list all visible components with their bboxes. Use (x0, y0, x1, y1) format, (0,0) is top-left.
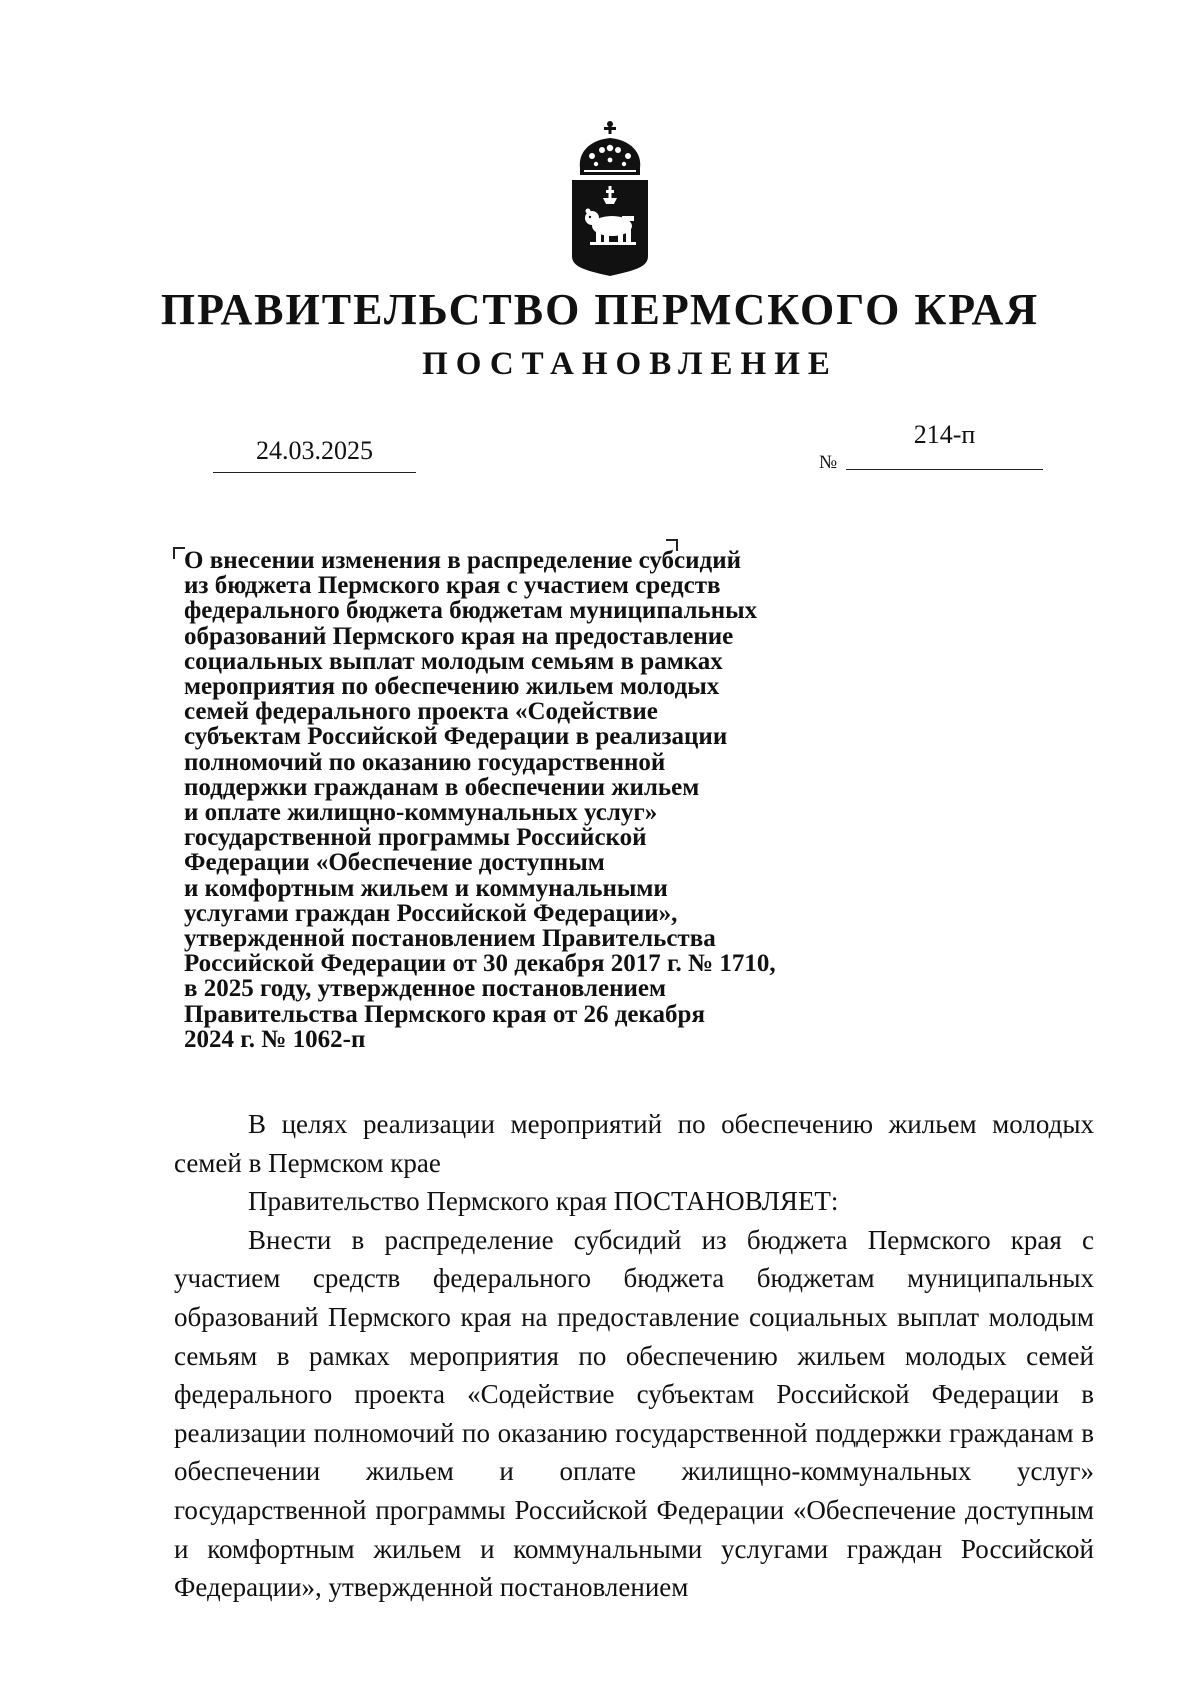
subject-line: утвержденной постановлением Правительства (184, 925, 716, 953)
subject-line: и оплате жилищно-коммунальных услуг» (184, 799, 658, 827)
subject-line: Российской Федерации от 30 декабря 2017 г. № 1710, (184, 950, 776, 978)
subject-line: семей федерального проекта «Содействие (184, 698, 658, 726)
subject-line: социальных выплат молодым семьям в рамках (184, 647, 723, 675)
subject-line: услугами граждан Российской Федерации», (184, 899, 678, 927)
subject-line: О внесении изменения в распределение субсидий (184, 547, 742, 574)
government-title: ПРАВИТЕЛЬСТВО ПЕРМСКОГО КРАЯ (160, 285, 1040, 334)
document-date: 24.03.2025 (256, 436, 373, 465)
subject-line: государственной программы Российской (184, 824, 647, 852)
subject-line: и комфортным жильем и коммунальными (184, 874, 668, 902)
document-subject (184, 548, 904, 1052)
body-paragraph-purpose: В целях реализации мероприятий по обеспечению жильем молодых семей в Пермском крае (174, 1109, 1094, 1178)
subject-line: из бюджета Пермского края с участием средств (184, 572, 721, 600)
subject-line: Правительства Пермского края от 26 декабря (184, 1000, 705, 1028)
subject-line: полномочий по оказанию государственной (184, 748, 666, 776)
subject-line: мероприятия по обеспечению жильем молодых (184, 673, 720, 701)
subject-line: в 2025 году, утвержденное постановлением (184, 975, 667, 1003)
number-field (846, 420, 1043, 470)
document-body (174, 1105, 1094, 1607)
number-sign: № (819, 452, 838, 473)
subject-line: субъектам Российской Федерации в реализации (184, 723, 728, 751)
document-type: ПОСТАНОВЛЕНИЕ (422, 346, 838, 382)
subject-line: 2024 г. № 1062-п (184, 1025, 366, 1053)
subject-line: федерального бюджета бюджетам муниципальных (184, 597, 758, 625)
subject-line: образований Пермского края на предоставление (184, 622, 734, 650)
body-paragraph-amendment: Внести в распределение субсидий из бюджета Пермского края с участием средств федерального бюджета бюджетам муниципальных образований Пермского края на предоставление социальных выплат молодым семьям в рамках мероприятия по обеспечению жильем молодых семей федерального проекта «Содействие субъектам Российской Федерации в реализации полномочий по оказанию государственной поддержки гражданам в обеспечении жильем и оплате жилищно-коммунальных услуг» государственной программы Российской Федерации «Обеспечение доступным и комфортным жильем и коммунальными услугами граждан Российской Федерации», утвержденной постановлением (174, 1224, 1094, 1603)
document-number: 214-п (913, 420, 976, 449)
body-paragraph-resolves: Правительство Пермского края ПОСТАНОВЛЯЕТ: (248, 1186, 839, 1217)
subject-line: поддержки гражданам в обеспечении жильем (184, 773, 700, 801)
perm-krai-coat-of-arms-icon (566, 118, 654, 278)
date-field (213, 426, 416, 473)
subject-line: Федерации «Обеспечение доступным (184, 849, 605, 877)
